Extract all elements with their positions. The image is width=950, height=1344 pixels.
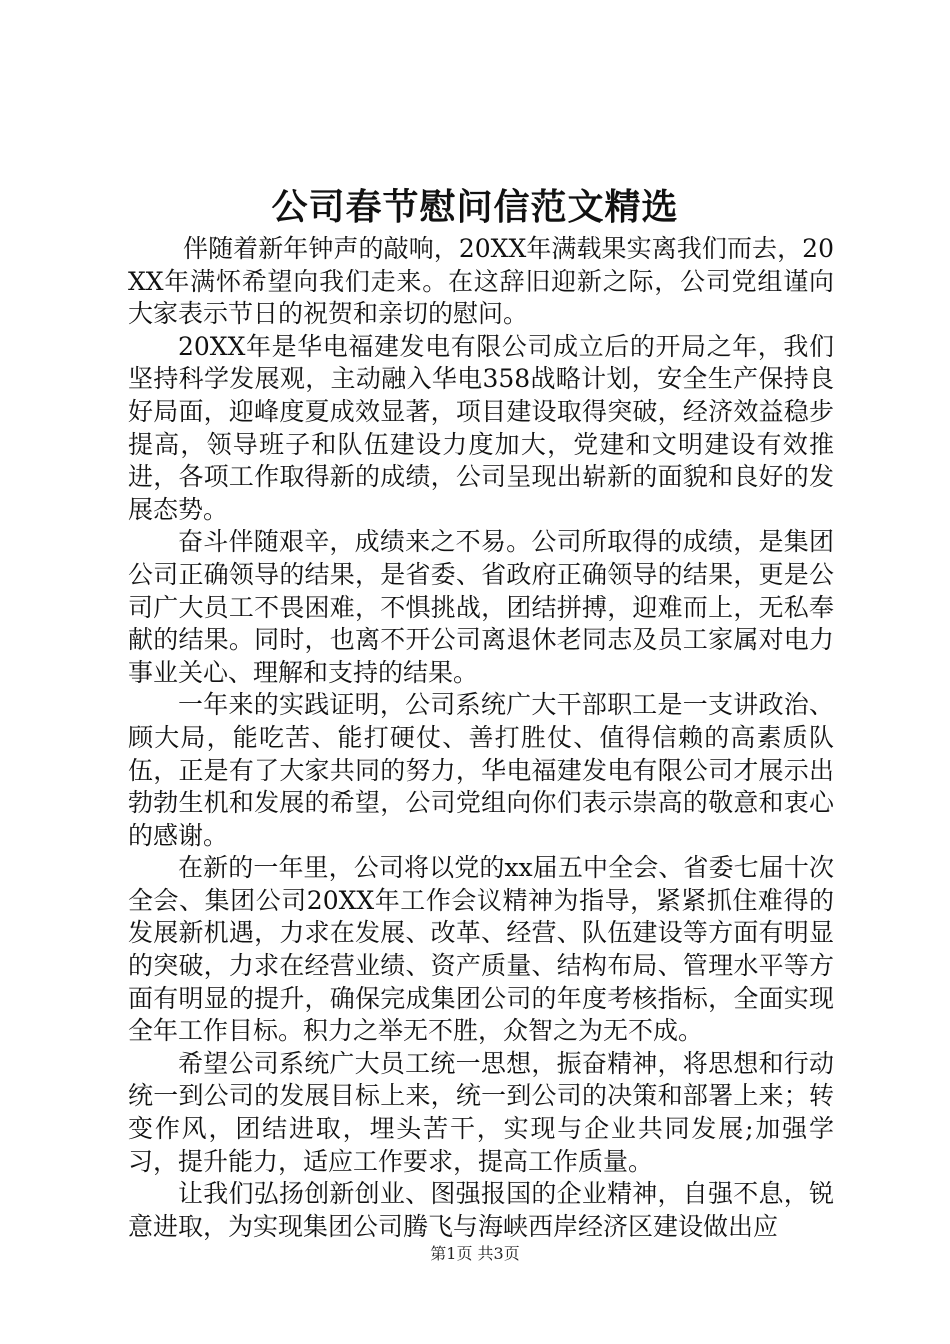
page-number-footer: 第1页 共3页 [430, 1244, 520, 1263]
paragraph-4: 一年来的实践证明，公司系统广大干部职工是一支讲政治、顾大局，能吃苦、能打硬仗、善打胜仗、值得信赖的高素质队伍，正是有了大家共同的努力，华电福建发电有限公司才展示出勃勃生机和发展的希望，公司党组向你们表示崇高的敬意和衷心的感谢。 [128, 690, 834, 850]
paragraph-5: 在新的一年里，公司将以党的xx届五中全会、省委七届十次全会、集团公司20XX年工作会议精神为指导，紧紧抓住难得的发展新机遇，力求在发展、改革、经营、队伍建设等方面有明显的突破，力求在经营业绩、资产质量、结构布局、管理水平等方面有明显的提升，确保完成集团公司的年度考核指标，全面实现全年工作目标。积力之举无不胜，众智之为无不成。 [128, 853, 834, 1046]
paragraph-2: 20XX年是华电福建发电有限公司成立后的开局之年，我们坚持科学发展观，主动融入华电358战略计划，安全生产保持良好局面，迎峰度夏成效显著，项目建设取得突破，经济效益稳步提高，领导班子和队伍建设力度加大，党建和文明建设有效推进，各项工作取得新的成绩，公司呈现出崭新的面貌和良好的发展态势。 [128, 331, 834, 524]
document-body [128, 233, 834, 1243]
paragraph-1: 伴随着新年钟声的敲响，20XX年满载果实离我们而去，20XX年满怀希望向我们走来。在这辞旧迎新之际，公司党组谨向大家表示节日的祝贺和亲切的慰问。 [128, 234, 834, 329]
paragraph-7: 让我们弘扬创新创业、图强报国的企业精神，自强不息，锐意进取，为实现集团公司腾飞与海峡西岸经济区建设做出应 [128, 1179, 834, 1241]
paragraph-3: 奋斗伴随艰辛，成绩来之不易。公司所取得的成绩，是集团公司正确领导的结果，是省委、省政府正确领导的结果，更是公司广大员工不畏困难，不惧挑战，团结拼搏，迎难而上，无私奉献的结果。同时，也离不开公司离退休老同志及员工家属对电力事业关心、理解和支持的结果。 [128, 527, 834, 687]
paragraph-6: 希望公司系统广大员工统一思想，振奋精神，将思想和行动统一到公司的发展目标上来，统一到公司的决策和部署上来；转变作风，团结进取，埋头苦干，实现与企业共同发展;加强学习，提升能力，适应工作要求，提高工作质量。 [128, 1048, 834, 1176]
document-title: 公司春节慰问信范文精选 [271, 186, 679, 228]
